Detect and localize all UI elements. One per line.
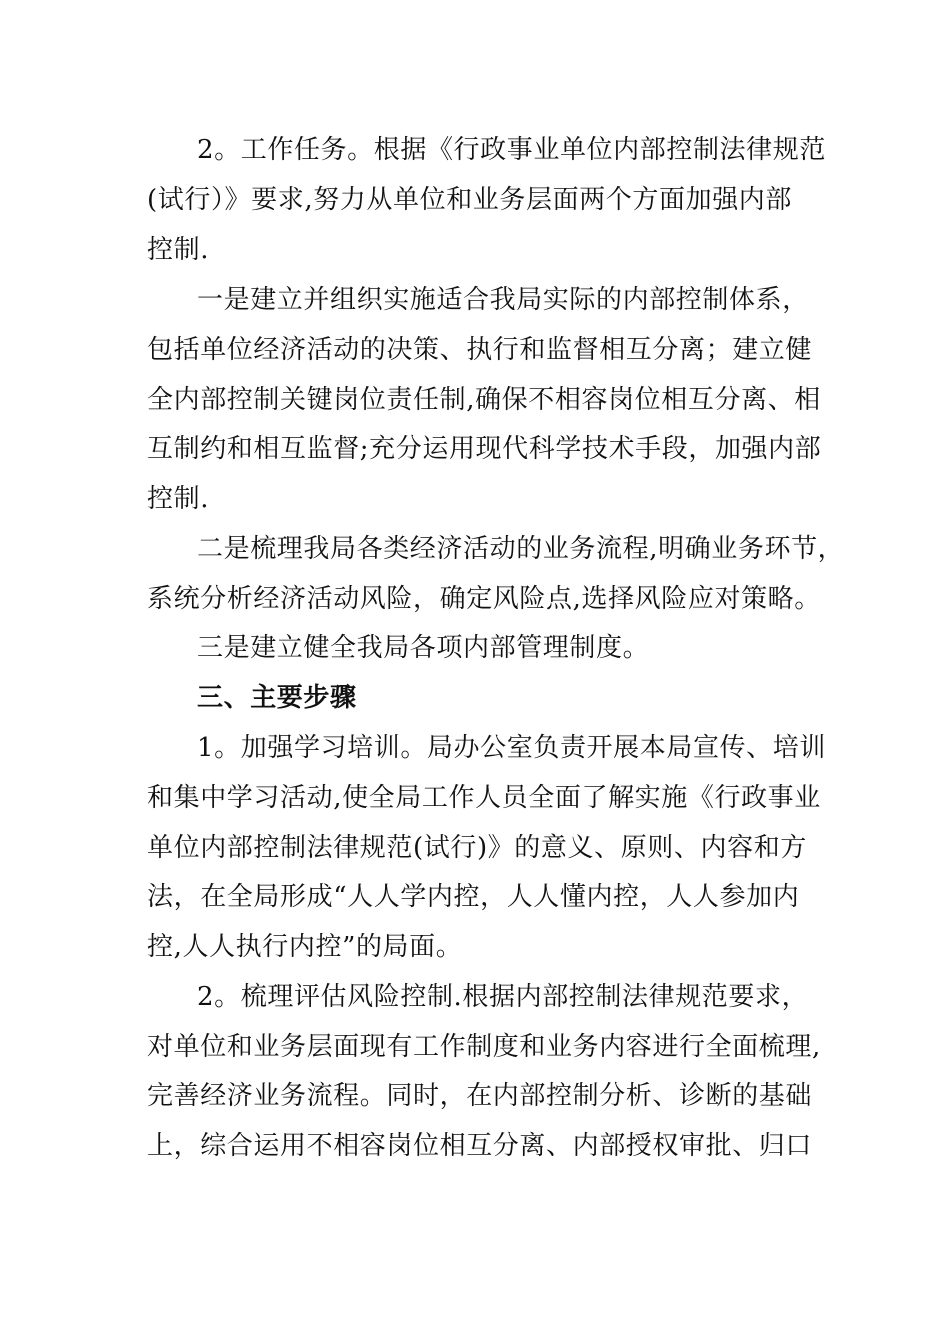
- paragraph-line: 2。梳理评估风险控制.根据内部控制法律规范要求，: [197, 982, 809, 1012]
- paragraph-line: (试行）》要求,努力从单位和业务层面两个方面加强内部: [147, 185, 793, 215]
- paragraph-line: 控制.: [147, 235, 210, 265]
- paragraph-line: 上，综合运用不相容岗位相互分离、内部授权审批、归口: [147, 1131, 813, 1161]
- paragraph-line: 包括单位经济活动的决策、执行和监督相互分离；建立健: [147, 335, 813, 365]
- paragraph-line: 控制.: [147, 484, 210, 514]
- paragraph-line: 完善经济业务流程。同时，在内部控制分析、诊断的基础: [147, 1081, 813, 1111]
- paragraph-line: 1。加强学习培训。局办公室负责开展本局宣传、培训: [197, 733, 826, 763]
- section-heading: 三、主要步骤: [197, 683, 357, 713]
- paragraph-line: 对单位和业务层面现有工作制度和业务内容进行全面梳理,: [147, 1032, 821, 1062]
- paragraph-line: 互制约和相互监督;充分运用现代科学技术手段，加强内部: [147, 434, 822, 464]
- paragraph-line: 三是建立健全我局各项内部管理制度。: [197, 633, 650, 663]
- paragraph-line: 和集中学习活动,使全局工作人员全面了解实施《行政事业: [147, 783, 821, 813]
- paragraph-line: 全内部控制关键岗位责任制,确保不相容岗位相互分离、相: [147, 385, 821, 415]
- paragraph-line: 控,人人执行内控”的局面。: [147, 932, 463, 962]
- paragraph-line: 系统分析经济活动风险，确定风险点,选择风险应对策略。: [147, 584, 821, 614]
- paragraph-line: 2。工作任务。根据《行政事业单位内部控制法律规范: [197, 135, 826, 165]
- paragraph-line: 法，在全局形成“人人学内控，人人懂内控，人人参加内: [147, 882, 800, 912]
- paragraph-line: 一是建立并组织实施适合我局实际的内部控制体系，: [197, 285, 809, 315]
- paragraph-line: 二是梳理我局各类经济活动的业务流程,明确业务环节，: [197, 534, 845, 564]
- paragraph-line: 单位内部控制法律规范(试行)》的意义、原则、内容和方: [147, 833, 807, 863]
